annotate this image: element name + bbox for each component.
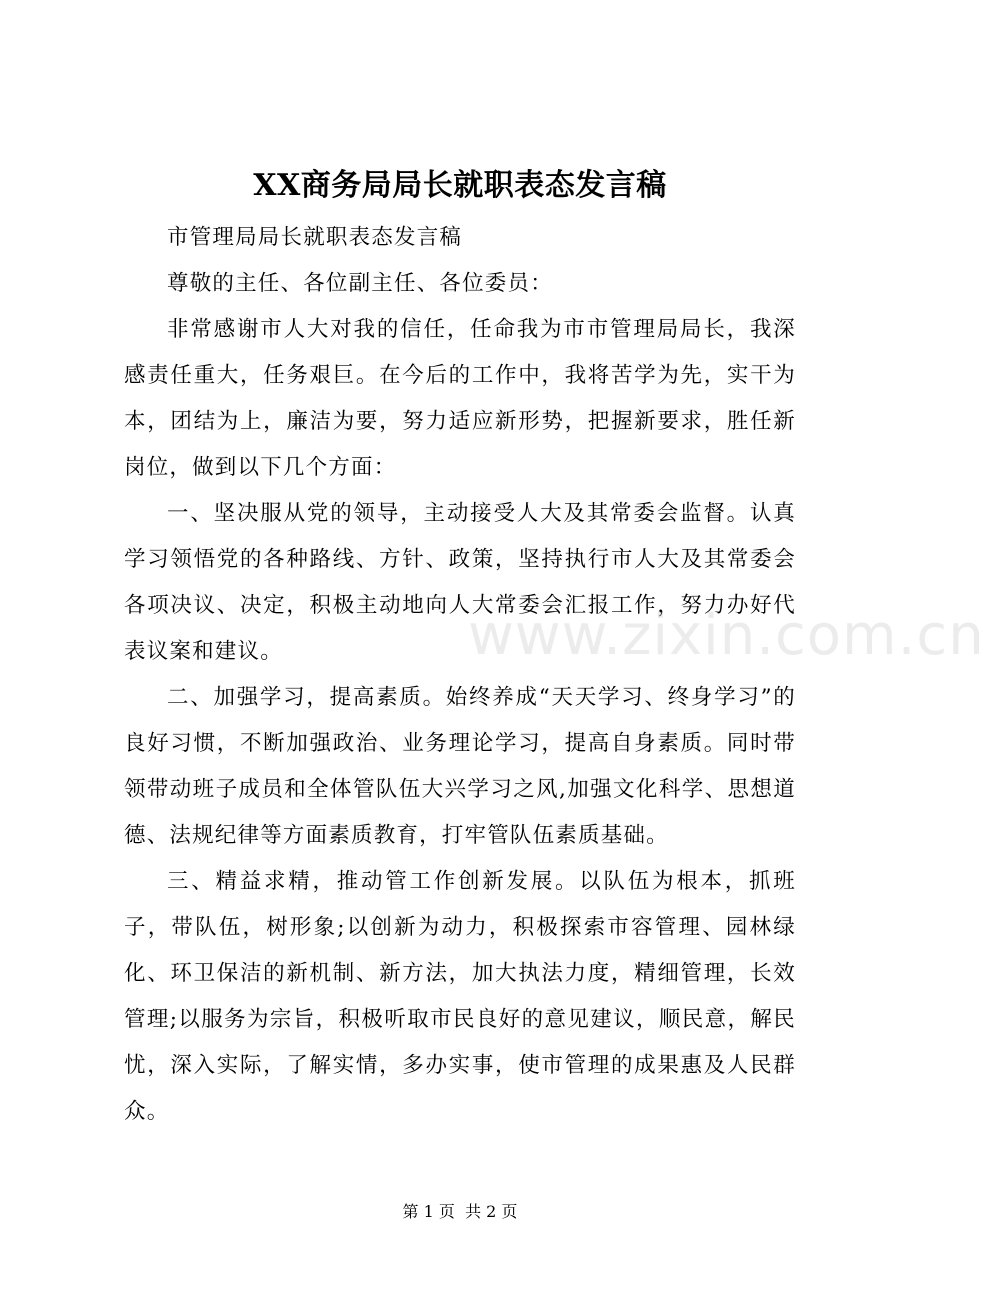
page-total: 共 2 页 <box>465 1202 518 1221</box>
paragraph-subtitle: 市管理局局长就职表态发言稿 <box>167 225 463 250</box>
document-body <box>124 215 796 1135</box>
watermark-text: www.zixin.com.cn <box>468 603 985 668</box>
paragraph-intro: 非常感谢市人大对我的信任，任命我为市市管理局局长，我深感责任重大，任务艰巨。在今后的工作中，我将苦学为先，实干为本，团结为上，廉洁为要，努力适应新形势，把握新要求，胜任新岗位，做到以下几个方面： <box>124 317 796 480</box>
paragraph-salutation: 尊敬的主任、各位副主任、各位委员： <box>167 271 553 296</box>
page-footer <box>0 1200 920 1224</box>
paragraph-point-three: 三、精益求精，推动管工作创新发展。以队伍为根本，抓班子，带队伍，树形象;以创新为动力，积极探索市容管理、园林绿化、环卫保洁的新机制、新方法，加大执法力度，精细管理，长效管理;以服务为宗旨，积极听取市民良好的意见建议，顺民意，解民忧，深入实际，了解实情，多办实事，使市管理的成果惠及人民群众。 <box>124 869 796 1124</box>
document-title: XX商务局局长就职表态发言稿 <box>253 168 667 203</box>
paragraph-point-two: 二、加强学习，提高素质。始终养成“天天学习、终身学习”的良好习惯，不断加强政治、业务理论学习，提高自身素质。同时带领带动班子成员和全体管队伍大兴学习之风,加强文化科学、思想道德、法规纪律等方面素质教育，打牢管队伍素质基础。 <box>124 685 796 848</box>
paragraph-point-one: 一、坚决服从党的领导，主动接受人大及其常委会监督。认真学习领悟党的各种路线、方针、政策，坚持执行市人大及其常委会各项决议、决定，积极主动地向人大常委会汇报工作，努力办好代表议案和建议。 <box>124 501 796 664</box>
page-number: 第 1 页 <box>402 1202 455 1221</box>
